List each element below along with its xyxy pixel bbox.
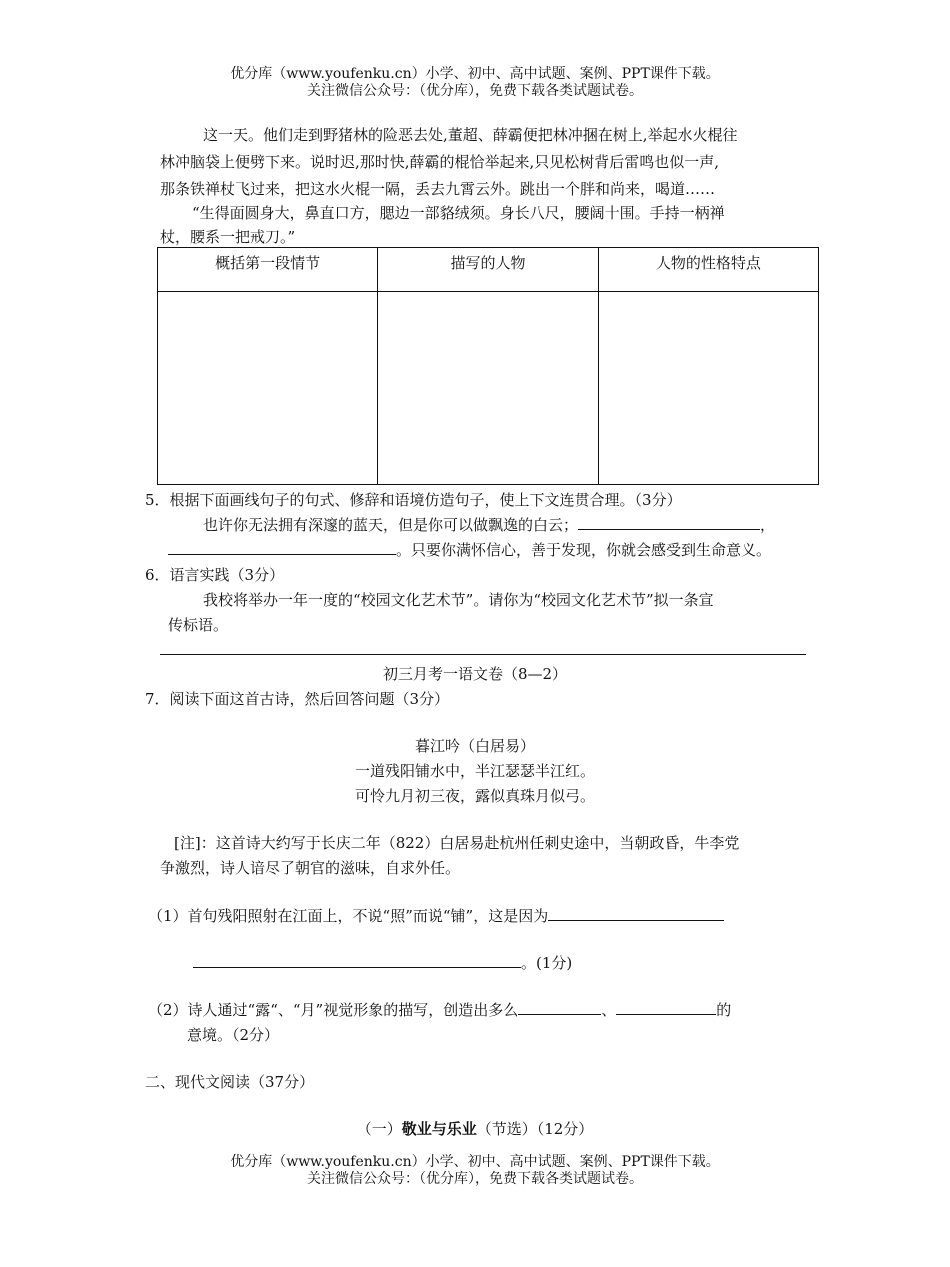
header-line-1: 优分库（www.youfenku.cn）小学、初中、高中试题、案例、PPT课件下载。 (230, 66, 720, 82)
passage-line-1: 这一天。他们走到野猪林的险恶去处,董超、薛霸便把林冲捆在树上,举起水火棍往 (203, 126, 738, 144)
q5-comma: ， (760, 516, 776, 534)
q7-sub2-end: 的 (716, 1001, 732, 1019)
q5-line-2-text: 。只要你满怀信心，善于发现，你就会感受到生命意义。 (396, 541, 772, 559)
section-2-title: 二、现代文阅读（37分） (145, 1073, 315, 1091)
poem-line-1: 一道残阳铺水中，半江瑟瑟半江红。 (354, 762, 595, 780)
q5-stem: 5．根据下面画线句子的句式、修辞和语境仿造句子，使上下文连贯合理。（3分） (145, 491, 682, 509)
q6-stem: 6．语言实践（3分） (145, 566, 285, 584)
subtitle-prefix: （一） (356, 1120, 402, 1138)
summary-table (157, 247, 819, 485)
q7-sub1-blank-1[interactable] (548, 905, 724, 921)
footer-line-2: 关注微信公众号：（优分库），免费下载各类试题试卷。 (307, 1171, 643, 1187)
poem-note-line-2: 争激烈，诗人谙尽了朝官的滋味，自求外任。 (160, 859, 461, 877)
passage-line-2: 林冲脑袋上便劈下来。说时迟,那时快,薛霸的棍恰举起来,只见松树背后雷鸣也似一声, (160, 153, 720, 171)
poem-title: 暮江吟（白居易） (414, 737, 535, 755)
subtitle-suffix: （节选）（12分） (476, 1120, 594, 1138)
q5-line-1-text: 也许你无法拥有深邃的蓝天，但是你可以做飘逸的白云； (203, 516, 579, 534)
page-number-label: 初三月考一语文卷（8—2） (382, 665, 568, 683)
answer-cell-plot[interactable] (158, 292, 378, 485)
table-header-plot: 概括第一段情节 (158, 248, 378, 292)
header-line-2: 关注微信公众号：（优分库），免费下载各类试题试卷。 (307, 83, 643, 99)
section-2-subtitle (0, 1118, 950, 1139)
article-title: 敬业与乐业 (401, 1120, 477, 1138)
q5-line-1 (203, 514, 775, 535)
table-header-traits: 人物的性格特点 (598, 248, 818, 292)
q7-sub2-sep: 、 (601, 1001, 617, 1019)
q6-line-1: 我校将举办一年一度的“校园文化艺术节”。请你为“校园文化艺术节”拟一条宣 (203, 591, 714, 609)
passage-line-3: 那条铁禅杖飞过来，把这水火棍一隔，丢去九霄云外。跳出一个胖和尚来，喝道…… (160, 180, 716, 198)
q7-sub2-blank-2[interactable] (616, 999, 716, 1015)
q5-blank-1[interactable] (578, 514, 760, 530)
table-header-row (158, 248, 819, 292)
q7-sub1-line-2 (193, 952, 572, 973)
answer-cell-traits[interactable] (598, 292, 818, 485)
q7-sub2-text: （2）诗人通过“露“、“月”视觉形象的描写，创造出多么 (148, 1001, 519, 1019)
q7-sub1-text: （1）首句残阳照射在江面上，不说“照”而说“铺”，这是因为 (148, 907, 549, 925)
q5-blank-2[interactable] (168, 539, 396, 555)
poem-note-line-1: [注]：这首诗大约写于长庆二年（822）白居易赴杭州任刺史途中，当朝政昏，牛李党 (174, 834, 740, 852)
answer-cell-characters[interactable] (378, 292, 598, 485)
passage-line-5: 杖，腰系一把戒刀。” (160, 228, 296, 246)
poem-line-2: 可怜九月初三夜，露似真珠月似弓。 (354, 787, 595, 805)
q6-line-2: 传标语。 (168, 616, 229, 634)
q6-answer-line[interactable] (160, 654, 806, 655)
q7-sub1-blank-2[interactable] (193, 952, 521, 968)
q7-sub2-line-2: 意境。（2分） (187, 1026, 280, 1044)
footer-line-1: 优分库（www.youfenku.cn）小学、初中、高中试题、案例、PPT课件下载。 (230, 1154, 720, 1170)
q5-line-2 (168, 539, 771, 560)
table-answer-row (158, 292, 819, 485)
q7-sub2-blank-1[interactable] (518, 999, 601, 1015)
q7-sub1-line-1 (148, 905, 724, 926)
q7-stem: 7．阅读下面这首古诗，然后回答问题（3分） (145, 690, 450, 708)
q7-sub2-line-1 (148, 999, 731, 1020)
table-header-characters: 描写的人物 (378, 248, 598, 292)
passage-line-4: “生得面圆身大，鼻直口方，腮边一部貉绒须。身长八尺，腰阔十围。手持一柄禅 (192, 204, 725, 222)
q7-sub1-tail: 。(1分) (521, 954, 573, 972)
